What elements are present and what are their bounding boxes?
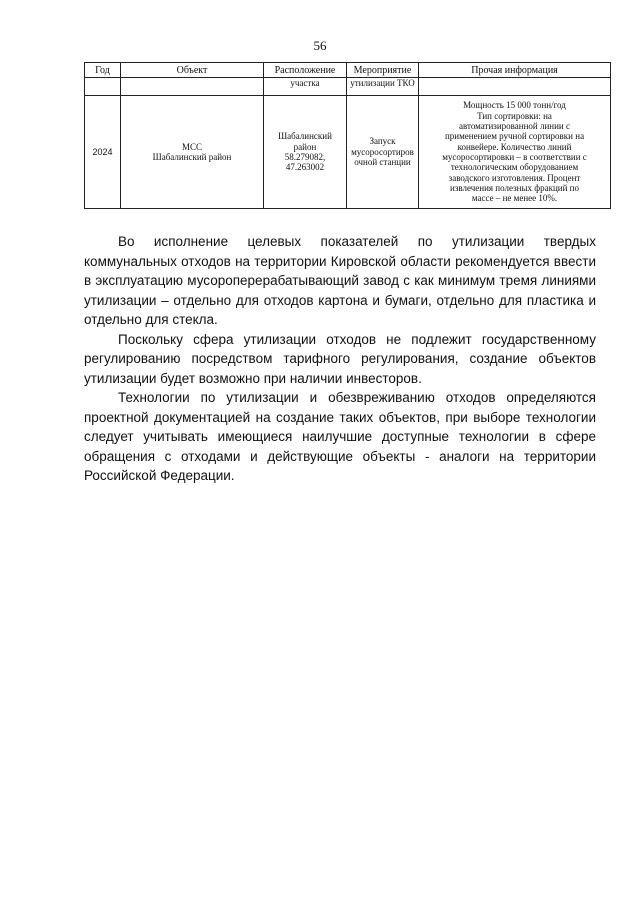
table-row: [85, 96, 611, 209]
table-row-continuation: [85, 78, 611, 96]
header-object: Объект: [121, 63, 264, 78]
header-year: Год: [85, 63, 121, 78]
location-line: 58.279082,: [284, 152, 326, 162]
year-cell: 2024: [85, 96, 121, 209]
data-table: [84, 62, 611, 209]
info-line: массе – не менее 10%.: [471, 193, 558, 204]
info-line: автоматизированной линии с: [458, 120, 570, 131]
location-line: Шабалинский: [278, 131, 332, 142]
event-cell: [347, 96, 419, 209]
table-cell: утилизации ТКО: [347, 78, 419, 96]
paragraph: Во исполнение целевых показателей по утилизации твердых коммунальных отходов на территории Кировской области рекомендуется ввести в эксплуатацию мусороперерабатывающий завод с как минимум тремя линиями утилизации – отдельно для отходов картона и бумаги, отдельно для пластика и отдельно для стекла.: [84, 234, 596, 327]
table-cell: [85, 78, 121, 96]
info-line: Тип сортировки: на: [477, 110, 552, 121]
info-line: Мощность 15 000 тонн/год: [463, 100, 566, 111]
object-district: Шабалинский район: [152, 152, 232, 162]
header-info: Прочая информация: [419, 63, 611, 78]
table-cell: участка: [264, 78, 347, 96]
paragraph: Поскольку сфера утилизации отходов не подлежит государственному регулированию посредством тарифного регулирования, создание объектов утилизации будет возможно при наличии инвесторов.: [84, 331, 596, 386]
table-cell: [121, 78, 264, 96]
header-event: Мероприятие: [347, 63, 419, 78]
info-line: применением ручной сортировки на: [444, 131, 585, 142]
info-line: конвейере. Количество линий: [457, 141, 572, 152]
info-line: извлечения полезных фракций по: [450, 183, 579, 194]
paragraph: Технологии по утилизации и обезвреживанию отходов определяются проектной документацией на создание таких объектов, при выборе технологии следует учитывать имеющиеся наилучшие доступные технологии в сфере обращения с отходами и действующие объекты - аналоги на территории Российской Федерации.: [84, 390, 596, 483]
table-cell: [419, 78, 611, 96]
event-line: Запуск: [369, 136, 396, 147]
info-line: мусоросортировки – в соответствии с: [442, 152, 587, 162]
location-line: район: [293, 141, 317, 152]
info-line: заводского изготовления. Процент: [448, 172, 581, 183]
table-header-row: [85, 63, 611, 78]
header-location: Расположение: [264, 63, 347, 78]
event-line: очной станции: [354, 157, 411, 168]
body-text: [84, 232, 596, 486]
info-line: технологическим оборудованием: [450, 162, 579, 173]
location-line: 47.263002: [285, 162, 325, 173]
event-line: мусоросортиров: [351, 146, 414, 157]
location-cell: [264, 96, 347, 209]
page-number: 56: [313, 38, 327, 53]
object-name: МСС: [181, 141, 202, 152]
info-cell: [419, 96, 611, 209]
object-cell: [121, 96, 264, 209]
